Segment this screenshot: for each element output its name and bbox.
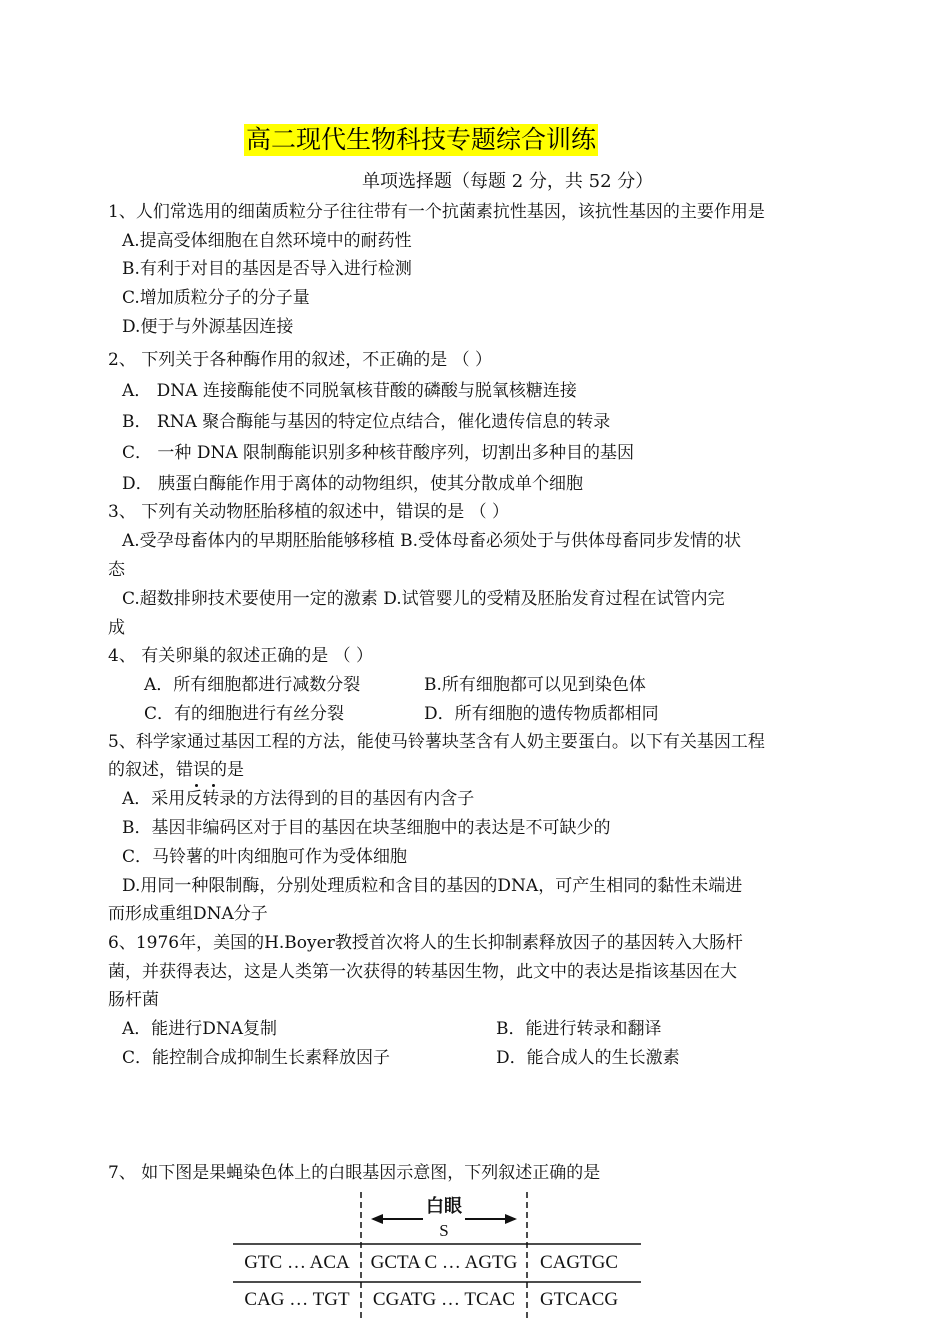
gene-diagram-svg [233,1192,641,1322]
question-2-option-a: A． DNA 连接酶能使不同脱氧核苷酸的磷酸与脱氧核糖连接 [122,381,577,401]
bottom-strand-right: GTCACG [539,1289,619,1310]
question-5-option-d-wrap: 而形成重组DNA分子 [108,904,268,924]
question-4-option-c: C．有的细胞进行有丝分裂 [144,704,345,724]
page-title: 高二现代生物科技专题综合训练 [246,125,597,154]
question-3-option-ab: A.受孕母畜体内的早期胚胎能够移植 B.受体母畜必须处于与供体母畜同步发情的状 [122,531,741,551]
question-5-stem: 5、科学家通过基因工程的方法，能使马铃薯块茎含有人奶主要蛋白。以下有关基因工程 [108,732,765,752]
question-6-option-a: A．能进行DNA复制 [122,1019,278,1039]
question-3-option-b-wrap: 态 [108,560,125,580]
question-4-stem: 4、 有关卵巢的叙述正确的是 （ ） [108,646,374,666]
question-5-option-c: C．马铃薯的叶肉细胞可作为受体细胞 [122,847,408,867]
question-5-stem-line-2: 的叙述，错误的是 [108,760,244,780]
question-6-option-c: C．能控制合成抑制生长素释放因子 [122,1048,391,1068]
question-3-option-d-wrap: 成 [108,618,125,638]
question-5-option-b: B．基因非编码区对于目的基因在块茎细胞中的表达是不可缺少的 [122,818,611,838]
question-4-option-a: A．所有细胞都进行减数分裂 [144,675,361,695]
question-6-stem-line-3: 肠杆菌 [108,990,159,1010]
top-strand-right: CAGTGC [539,1252,619,1273]
section-subtitle: 单项选择题（每题 2 分，共 52 分） [362,171,654,192]
question-3-stem: 3、 下列有关动物胚胎移植的叙述中，错误的是 （ ） [108,502,510,522]
question-6-option-b: B．能进行转录和翻译 [496,1019,662,1039]
top-strand-left: GTC … ACA [244,1252,350,1273]
question-6-option-d: D．能合成人的生长激素 [496,1048,680,1068]
left-arrow-head [371,1214,383,1224]
question-5-option-d: D.用同一种限制酶，分别处理质粒和含目的基因的DNA，可产生相同的黏性未端进 [122,876,743,896]
top-strand-middle: GCTA C … AGTG [370,1252,518,1273]
gene-symbol: S [439,1221,449,1240]
gene-diagram [233,1192,641,1322]
right-arrow-head [505,1214,517,1224]
question-3-option-cd: C.超数排卵技术要使用一定的激素 D.试管婴儿的受精及胚胎发育过程在试管内完 [122,589,725,609]
gene-label: 白眼 [426,1196,462,1216]
question-5-option-a: A．采用反转录的方法得到的目的基因有内含子 [122,789,475,809]
question-1-option-c: C.增加质粒分子的分子量 [122,288,310,308]
bottom-strand-middle: CGATG … TCAC [372,1289,516,1310]
question-6-stem-line-2: 菌，并获得表达，这是人类第一次获得的转基因生物，此文中的表达是指该基因在大 [108,962,737,982]
question-2-option-b: B． RNA 聚合酶能与基因的特定位点结合，催化遗传信息的转录 [122,412,611,432]
question-7-stem: 7、 如下图是果蝇染色体上的白眼基因示意图，下列叙述正确的是 [108,1163,601,1183]
question-1-option-a: A.提高受体细胞在自然环境中的耐药性 [122,231,412,251]
question-2-option-d: D． 胰蛋白酶能作用于离体的动物组织，使其分散成单个细胞 [122,474,584,494]
question-2-option-c: C． 一种 DNA 限制酶能识别多种核苷酸序列，切割出多种目的基因 [122,443,634,463]
question-1-option-d: D.便于与外源基因连接 [122,317,294,337]
question-2-stem: 2、 下列关于各种酶作用的叙述，不正确的是 （ ） [108,350,493,370]
question-4-option-b: B.所有细胞都可以见到染色体 [424,675,646,695]
question-4-option-d: D．所有细胞的遗传物质都相同 [424,704,659,724]
question-1-option-b: B.有利于对目的基因是否导入进行检测 [122,259,412,279]
question-6-stem: 6、1976年，美国的H.Boyer教授首次将人的生长抑制素释放因子的基因转入大肠杆 [108,933,743,953]
bottom-strand-left: CAG … TGT [244,1289,350,1310]
question-1-stem: 1、人们常选用的细菌质粒分子往往带有一个抗菌素抗性基因，该抗性基因的主要作用是 [108,202,765,222]
